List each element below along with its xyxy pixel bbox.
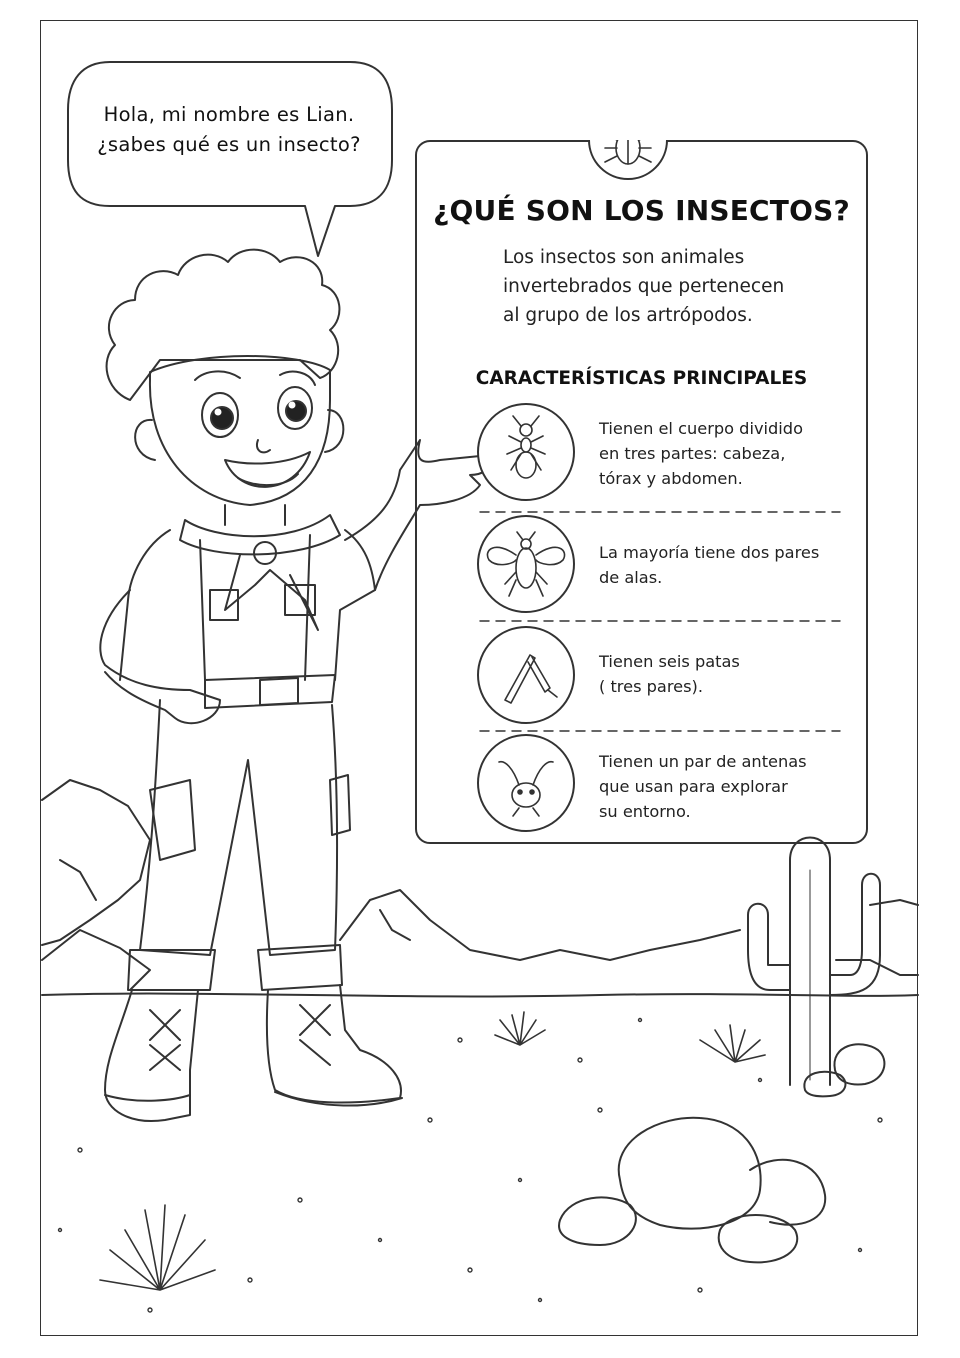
intro-line: Los insectos son animales [503,247,745,268]
feature-line: de alas. [599,568,663,587]
rocks [559,1044,884,1262]
cactus [748,838,880,1086]
feature-wings [599,540,859,590]
intro-line: al grupo de los artrópodos. [503,305,753,326]
feature-line: en tres partes: cabeza, [599,444,786,463]
intro-line: invertebrados que pertenecen [503,276,785,297]
feature-legs [599,649,859,699]
feature-line: Tienen seis patas [599,652,740,671]
feature-body-division [599,416,859,491]
feature-line: ( tres pares). [599,677,703,696]
speech-line-1: Hola, mi nombre es Lian. [103,103,355,126]
speech-bubble-text [68,100,390,160]
horizon-line [42,994,918,997]
feature-line: La mayoría tiene dos pares [599,543,820,562]
feature-antennae [599,749,859,824]
speech-line-2: ¿sabes qué es un insecto? [97,133,361,156]
board-subtitle: CARACTERÍSTICAS PRINCIPALES [475,368,808,389]
feature-line: tórax y abdomen. [599,469,743,488]
feature-line: Tienen el cuerpo dividido [599,419,803,438]
feature-line: que usan para explorar [599,777,788,796]
info-board [415,140,868,844]
board-title: ¿QUÉ SON LOS INSECTOS? [433,194,850,227]
board-intro [503,243,843,330]
feature-line: su entorno. [599,802,691,821]
feature-line: Tienen un par de antenas [599,752,807,771]
grass-tufts [100,1012,765,1290]
